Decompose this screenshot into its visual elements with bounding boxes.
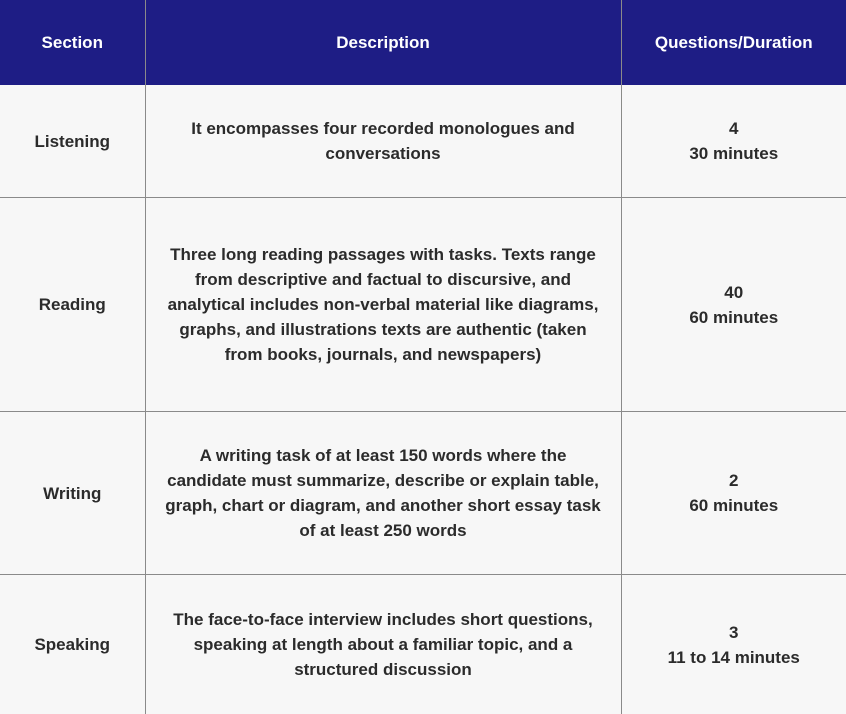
table-row [0,85,846,198]
section-name: Writing [0,412,145,575]
question-count: 2 [729,471,739,490]
table-row [0,198,846,412]
duration: 60 minutes [689,496,779,515]
section-description: Three long reading passages with tasks. Texts range from descriptive and factual to discursive, and analytical includes non-verbal material like diagrams, graphs, and illustrations texts are authentic (taken from books, journals, and newspapers) [145,198,621,412]
header-section: Section [0,0,145,85]
question-count: 4 [729,119,739,138]
section-description: It encompasses four recorded monologues and conversations [145,85,621,198]
section-name: Listening [0,85,145,198]
question-count: 40 [724,282,744,302]
table-row [0,412,846,575]
section-name: Speaking [0,575,145,714]
duration: 60 minutes [689,307,779,327]
section-name: Reading [0,198,145,412]
section-description: A writing task of at least 150 words where the candidate must summarize, describe or explain table, graph, chart or diagram, and another short essay task of at least 250 words [145,412,621,575]
table-header-row [0,0,846,85]
header-questions-duration: Questions/Duration [621,0,846,85]
questions-duration-cell [621,85,846,198]
header-description: Description [145,0,621,85]
duration: 11 to 14 minutes [667,647,800,667]
questions-duration-cell [621,198,846,412]
table-row [0,575,846,714]
duration: 30 minutes [689,144,779,163]
section-description: The face-to-face interview includes short questions, speaking at length about a familiar topic, and a structured discussion [145,575,621,714]
questions-duration-cell [621,575,846,714]
question-count: 3 [729,622,739,642]
questions-duration-cell [621,412,846,575]
